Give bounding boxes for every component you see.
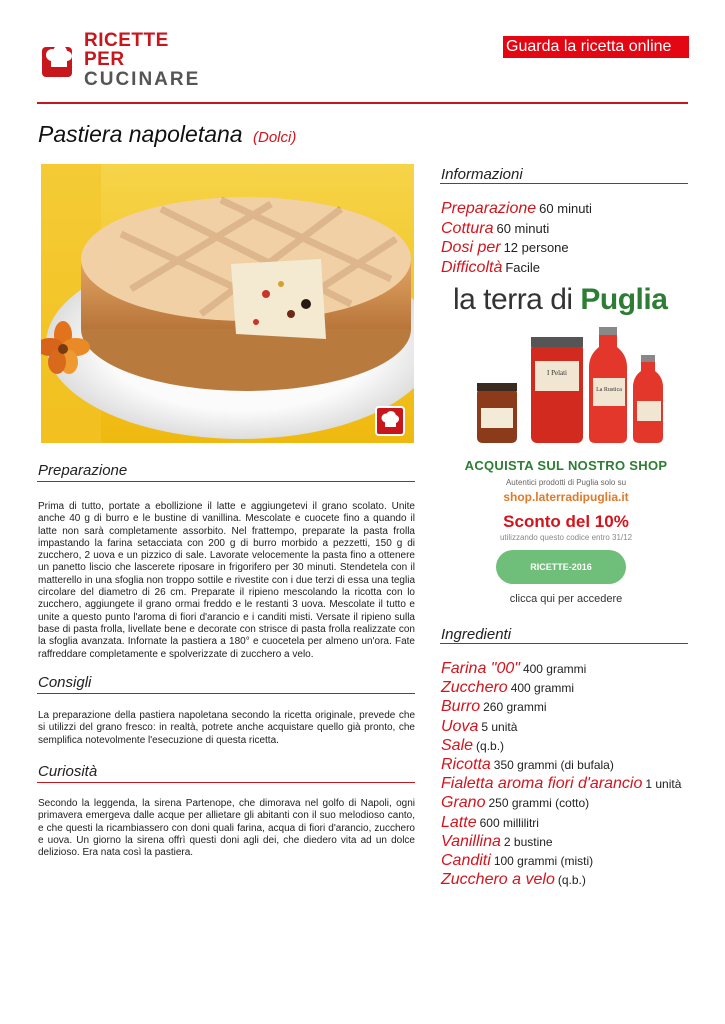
ingredient-item (441, 737, 701, 756)
ingredient-name: Uova (441, 717, 479, 735)
ingredient-item (441, 718, 701, 737)
ingredient-item (441, 852, 701, 871)
ingredient-name: Latte (441, 813, 477, 831)
info-label: Preparazione (441, 200, 537, 217)
logo-text-line1: RICETTE PER (84, 30, 169, 70)
ingredient-qty: 250 grammi (cotto) (488, 796, 590, 811)
ad-brand-prefix: la terra di (453, 283, 581, 316)
ingredient-qty: 600 millilitri (479, 815, 539, 830)
ingredients-divider (440, 643, 688, 644)
curiosity-heading: Curiosità (38, 763, 98, 780)
ingredient-name: Canditi (441, 851, 491, 869)
ingredient-name: Vanillina (441, 832, 501, 850)
info-label: Dosi per (441, 239, 501, 256)
info-row-servings (441, 239, 691, 259)
header-divider (37, 102, 688, 104)
info-value: 12 persone (503, 240, 569, 255)
ingredient-name: Zucchero (441, 679, 508, 697)
ingredient-item (441, 833, 701, 852)
ad-shop-url[interactable]: shop.laterradipuglia.it (503, 490, 629, 504)
ad-brand-name: Puglia (580, 283, 668, 316)
ingredient-item (441, 679, 701, 698)
info-value: 60 minuti (496, 220, 550, 236)
info-row-preparation (441, 200, 691, 220)
tips-heading: Consigli (38, 674, 92, 691)
ingredient-qty: (q.b.) (476, 738, 505, 753)
ad-discount: Sconto del 10% (503, 512, 629, 531)
recipe-photo (41, 164, 414, 443)
ingredients-heading: Ingredienti (441, 626, 512, 643)
coupon-code-button[interactable]: RICETTE-2016 (496, 550, 626, 584)
ingredient-qty: (q.b.) (557, 873, 586, 888)
view-recipe-online-button[interactable]: Guarda la ricetta online (503, 36, 689, 58)
preparation-text: Prima di tutto, portate a ebollizione il latte e aggiungetevi il grano scolato. Unite anche 40 g di burro e le bustine di vanillina. Mescolate e cuocete fino a quando il latte non sarà completamente assorbito. Nel frattempo, preparate la pasta frolla impastando la farina setacciata con 200 g di burro morbido a pezzetti, 150 g di zucchero, 2 uova e un pizzico di sale. Lavorate velocemente la pasta fino a ottenere un panetto liscio che lascerete riposare in frigorifero per 30 minuti. Stendetela con il matterello in una sfoglia non troppo sottile e rivestite con i due terzi di essa una teglia circolare del diametro di 26 cm. Preparate il ripieno mescolando la ricotta con lo zucchero, aggiungete il grano ormai freddo e le restanti 3 uova. Mescolate il tutto e unite a questo punto l'aroma di fiori d'arancio e i canditi misti. Versate il ripieno sulla base di pasta frolla, livellate bene e decorate con strisce di pasta frolla realizzate con la sfoglia avanzata. Infornate la pastiera a 180° e cuocetela per almeno un'ora. Fate raffreddare completamente e spolverizzate di zucchero a velo. (38, 501, 415, 660)
site-logo[interactable] (40, 30, 201, 90)
ingredient-name: Fialetta aroma fiori d'arancio (441, 775, 643, 793)
chef-hat-logo-icon (40, 41, 78, 79)
info-label: Difficoltà (441, 258, 503, 276)
info-list (441, 200, 691, 278)
jar-label-pelati: I Pelati (546, 369, 568, 377)
ad-shop-title: ACQUISTA SUL NOSTRO SHOP (464, 458, 668, 473)
ingredient-qty: 5 unità (481, 719, 518, 734)
ingredient-name: Grano (441, 794, 486, 812)
tips-divider (37, 693, 415, 694)
ingredient-qty: 400 grammi (522, 662, 587, 676)
ad-shop-subtitle: Autentici prodotti di Puglia solo su (505, 478, 627, 487)
info-divider (440, 183, 688, 184)
ingredient-qty: 400 grammi (510, 681, 575, 696)
info-row-cooking (441, 220, 691, 240)
ingredients-list (441, 660, 701, 890)
curiosity-text: Secondo la leggenda, la sirena Partenope, che dimorava nel golfo di Napoli, ogni primavera emergeva dalle acque per allietare gli abitanti con il suo melodioso canto, e che questi la ricambiassero con doni quali farina, acqua di fiori d'arancio, zucchero e uova. Un giorno la sirena offrì questi doni agli dei, che diedero vita ad un dolce delizioso. Era nata così la pastiera. (38, 798, 415, 859)
info-label: Cottura (441, 219, 494, 237)
ingredient-qty: 2 bustine (503, 834, 553, 849)
ingredient-item (441, 814, 701, 833)
ingredient-name: Farina "00" (441, 660, 520, 677)
product-jars-image (471, 323, 681, 448)
preparation-heading: Preparazione (38, 462, 128, 479)
preparation-divider (37, 481, 415, 482)
ingredient-qty: 260 grammi (483, 700, 547, 715)
recipe-title: Pastiera napoletana (38, 121, 243, 147)
logo-text-line2: CUCINARE (84, 69, 201, 90)
ingredient-item (441, 698, 701, 717)
chef-hat-badge-icon (375, 406, 405, 436)
ingredient-item (441, 660, 701, 679)
ingredient-item (441, 871, 701, 890)
page-title (38, 121, 296, 148)
ingredient-qty: 1 unità (645, 777, 682, 792)
advertisement-banner[interactable] (441, 275, 691, 610)
recipe-category: (Dolci) (253, 129, 297, 146)
ingredient-name: Ricotta (441, 755, 491, 773)
ingredient-name: Zucchero a velo (441, 871, 555, 889)
curiosity-divider (37, 782, 415, 783)
ingredient-name: Sale (441, 736, 474, 754)
ingredient-item (441, 756, 701, 775)
ingredient-item (441, 775, 701, 794)
ingredient-qty: 350 grammi (di bufala) (493, 757, 614, 772)
ingredient-name: Burro (441, 698, 481, 716)
info-value: Facile (505, 259, 541, 275)
info-value: 60 minuti (539, 201, 592, 216)
ad-brand (453, 283, 667, 317)
tips-text: La preparazione della pastiera napoletana secondo la ricetta originale, prevede che si utilizzi del grano fresco: in realtà, potrete anche acquistare quello già pronto, che semplifica notevolmente l'esecuzione di questa ricetta. (38, 710, 415, 746)
jar-label-rustica: La Rustica (596, 387, 622, 393)
info-heading: Informazioni (441, 166, 523, 183)
ad-discount-until: utilizzando questo codice entro 31/12 (499, 533, 633, 542)
ingredient-item (441, 794, 701, 813)
ad-click-link[interactable]: clicca qui per accedere (509, 593, 623, 605)
ingredient-qty: 100 grammi (misti) (493, 853, 594, 868)
